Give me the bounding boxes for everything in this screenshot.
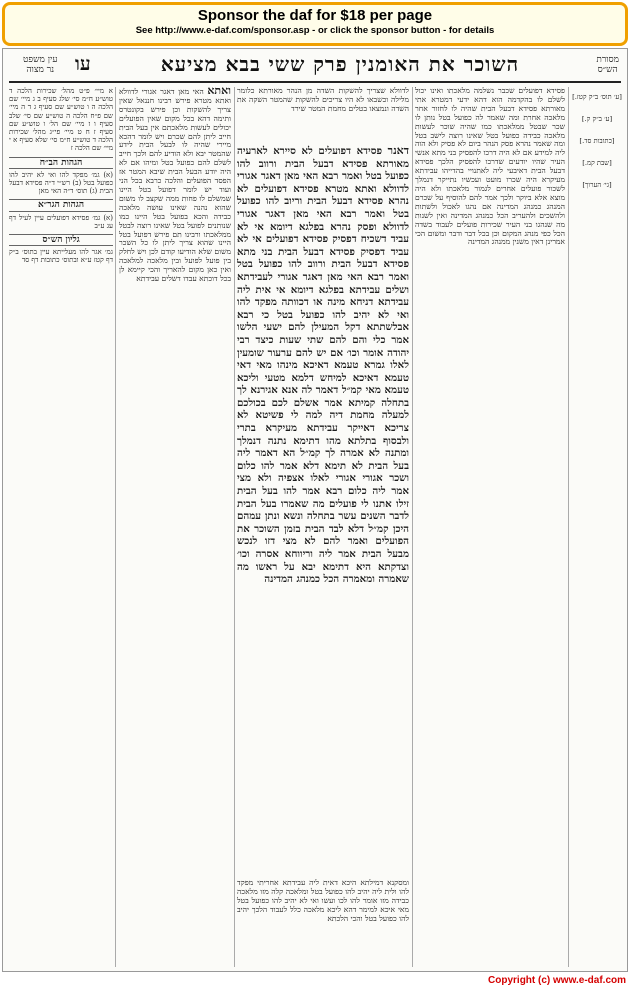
ein-mishpat-text: א מיי׳ פ״ט מהל׳ שכירות הלכה ד טוש״ע ח״מ סי׳ שלג סעיף ב ג מיי׳ שם הלכה ה ו טוש״ע שם סעיף ג ד ה מיי׳ שם פ״ח הלכה ה טוש״ע שם סי׳ שלב סעיף ו ז מיי׳ שם הל׳ ו טוש״ע שם סעיף ז ח ט מיי׳ פי״ג מהל׳ שכירות הלכה ד טוש״ע ח״מ סי׳ שלא סעיף א י מיי׳ שם הלכה ז <box>9 87 113 153</box>
column-divider <box>568 87 569 967</box>
margin-reference: [כתובות סד.] <box>579 137 615 145</box>
masoret-hashas-column <box>571 87 623 967</box>
copyright-notice[interactable]: Copyright (c) www.e-daf.com <box>488 975 626 986</box>
margin-reference: [ע׳ תוס׳ ב״ק קטז.] <box>572 93 622 101</box>
gilyon-hashas-text: גמ׳ אגר להו מעלייתא עיין בתוס׳ ב״ק דף קטז ע״א ובתוס׳ כתובות דף סד <box>9 248 113 265</box>
column-divider <box>115 87 116 967</box>
tosafot-column <box>119 87 231 967</box>
masoret-hashas-label: מסורת הש״ס <box>596 55 619 75</box>
rashi-column <box>415 87 565 967</box>
gemara-bottom-commentary: ומסקנא דמילתא היכא דאית ליה עבידתא אחריתי מפקד להו ולית ליה יהיב להו כפועל בטל ומלאכה קלה מזו מלאכה כבידה מזו אומר להו לכו ועשו ואי לא יהיב להו כפועל בטל מאי איכא למימר דהא ליכא מלאכה כלל לעבוד הלכך יהיב להו כפועל בטל והכי הלכתא <box>237 879 409 923</box>
hagahot-habach-text: (א) גמ׳ מפקד להו ואי לא יהיב להו כפועל בטל (ב) רש״י ד״ה פסידא דבעל הבית (ג) תוס׳ ד״ה האי מאן <box>9 170 113 196</box>
column-divider <box>412 87 413 967</box>
gemara-text: פסידא דפועלים לא סיירא לארעיה מאורתא פסידא דבעל הבית ורווב להו כפועל בטל ואמר רבא האי מאן דאגר אגורי לדוולא ואתא מטרא פסידא דפועלים לא נהרא פסידא דבעל הבית וריוב להו כפועל בטל ואמר רבא האי מאן דאגר אגורי לדוולא ופסק נהרא בפלגא דיומא אי לא עביד דשכיח דפסיק פסידא דפועלים אי לא עביד דפסיק פסידא דבעל הבית בני מתא פסידא דבעל הבית ורווב להו כפועל בטל ואמר רבא האי מאן דאגר אגורי לעבידתא ושלים עבידתא בפלגא דיומא אי אית ליה עבידתא דניחא מינה או דכוותה מפקד להו ואי לא יהיב להו כפועל בטל כי רבא אבלשתתא דקל המעילן להם ישעי הלשו אמר כלי והם להם שתי שעות כיצד רבי יהודה אומר וכו׳ אם יש להם ערעור שומעין לאלו גמרא טעמא דאיכא מינהו מאי דאי טעמא דאיכא למיחש דלמא מטעי וליכא טעמא מאי קמ״ל דאמר לה אנא אגירנא לך בתחלה קמיתא אמר אשלם לכם בכולכם למעלה מחמת דיה למה לי פשיטא לא צריכא דאייקר עבידתא מעיקרא בתרי ולבסוף בתלתא מהו דתימא נתנה דנמלך ומתנה לא אמרה לך קמ״ל הא דאמר ליה בעל הבית לא תימא דלא אמר להו כלום ושכר אגורי אגורי לאלו אצפיה ולא מצי אמר ליה כלום רבא אמר להו בעל הבית זילו אתנו לי פועלים מה שאמרו בעל הבית לדבר השנים עשר בתחלה ונשא ונתן עמהם היכן קמ״ל דלא לבד הבית בזמן השוכר את הפועלים ואמר להם לא מצי דזו לנכש מבעל הבית אמר ליה וריווחא אסרה וכו׳ וצדקתא היא דתימא יבא על ראשו מה שאמרה ומאמרה הכל כמנהג המדינה <box>237 145 409 586</box>
ein-mishpat-label: עין משפט נר מצוה <box>23 55 58 75</box>
tosafot-opening-word: ואתא <box>207 87 231 97</box>
gilyon-hashas-heading: גליון הש״ס <box>9 234 113 246</box>
rashi-text: פסידא דפועלים שכבר נשלמה מלאכתו ואינו יכול לשלם לו בהקדמה הוא דהא ידעי דמטרא אתי מאורתא פסידא דבעל הבית שהיה לו לחזור אחר מלאכה אחרת ומה שאמר לה כפועל בטל נותן לו שכר שבטל ממלאכתו כמו שהיה שוכר לעשות מלאכה כבידה כפועל בטל שאינו רוצה לישב בטל ומה שאמר נהרא פסק הנהר ביום לא פסיק ולא הוה ליה למידע אם לא היה דרכו להפסיק בני מתא אנשי העיר שהיו יודעים שדרכו להפסיק הלכך פסידא דבעל הבית דאיבעי ליה לאתנויי בהדייהו עבידתא מעיקרא היה שכרו מועט ועכשיו נתייקר דנמלך לשכור פועלים אחרים לגמור מלאכתו ולא היה מוצא אלא ביוקר ולכך אמר להם להוסיף על שכרם המנהג כמנהג המדינה אם נהגו לאכול ולשתות ולהשכים ולהעריב הכל כמנהג המדינה ואין לשנות מה שנהגו בני העיר שכירות פועלים לעבוד בשדה הכל כפי מנהג המקום וכן בכל דבר ודבר ומשום הכי אמרינן דאין משנין ממנהג המדינה <box>415 87 565 247</box>
gemara-column <box>237 145 409 875</box>
running-header <box>3 49 627 83</box>
tosafot-text: האי מאן דאגר אגורי לדוולא ואתא מטרא פירש רבינו חננאל שאין צריך להשקות וכן פירש בקונטרס ותימה דהא בכל מקום שאין הפועלים יכולים לעשות מלאכתם אין בעל הבית חייב ליתן להם שכרם ויש לומר דהכא מיירי שהיה לו לבעל הבית לידע שהמטר יבא ולא הודיע להם ולכך חייב לשלם להם כפועל בטל ומיהו אם לא היה יודע הבעל הבית שיבא המטר אז הפסד הפועלים והלכה כרבא בכל הני ועוד יש לומר דפועל בטל היינו שמשלם לו פחות ממה שקצב לו משום שהוא נהנה שאינו עושה מלאכה כבידה והכא בפועל בטל היינו כמו שנותנים לפועל בטל שאינו רוצה לבטל ממלאכתו ורבינו תם פירש דפועל בטל היינו שהוא צריך ליתן לו כל השכר משום שלא הודיעו קודם לכן ויש לחלק בין פועל לפועל ובין מלאכה למלאכה ואין כאן מקום להאריך והכי קיימא לן בכל דוכתא עבדו דשלים עבידתא <box>119 87 231 284</box>
margin-reference: [ע׳ ב״ק ק.] <box>581 115 613 123</box>
margin-reference: [שבת קמ.] <box>582 159 612 167</box>
gemara-opening-word: דאנר <box>387 145 409 157</box>
daf-number: עו <box>75 53 91 75</box>
sponsor-banner[interactable] <box>2 2 628 46</box>
sponsor-title[interactable]: Sponsor the daf for $18 per page <box>197 7 433 24</box>
rashi-top-continuation: לדוולא שצריך להשקות השדה מן הנהר מאורתא כלומר מלילה וכשבאו לא היו צריכים להשקות שהמטר השקה את השדה ונמצאו בטלים מחמת המטר שירד <box>237 87 409 113</box>
hagahot-hagra-text: (א) גמ׳ פסידא דפועלים עיין לעיל דף עג ע״ב <box>9 213 113 230</box>
hagahot-hagra-heading: הגהות הגר״א <box>9 199 113 211</box>
sponsor-subtitle[interactable]: See http://www.e-daf.com/sponsor.asp - or click the sponsor button - for details <box>135 25 495 36</box>
daf-page <box>2 48 628 972</box>
chapter-title: השוכר את האומנין פרק ששי בבא מציעא <box>160 52 520 76</box>
margin-reference: [גי׳ הערוך] <box>582 181 612 189</box>
hagahot-habach-heading: הגהות הב״ח <box>9 157 113 169</box>
column-divider <box>234 87 235 967</box>
ein-mishpat-column <box>9 87 113 967</box>
header-divider <box>9 81 621 83</box>
